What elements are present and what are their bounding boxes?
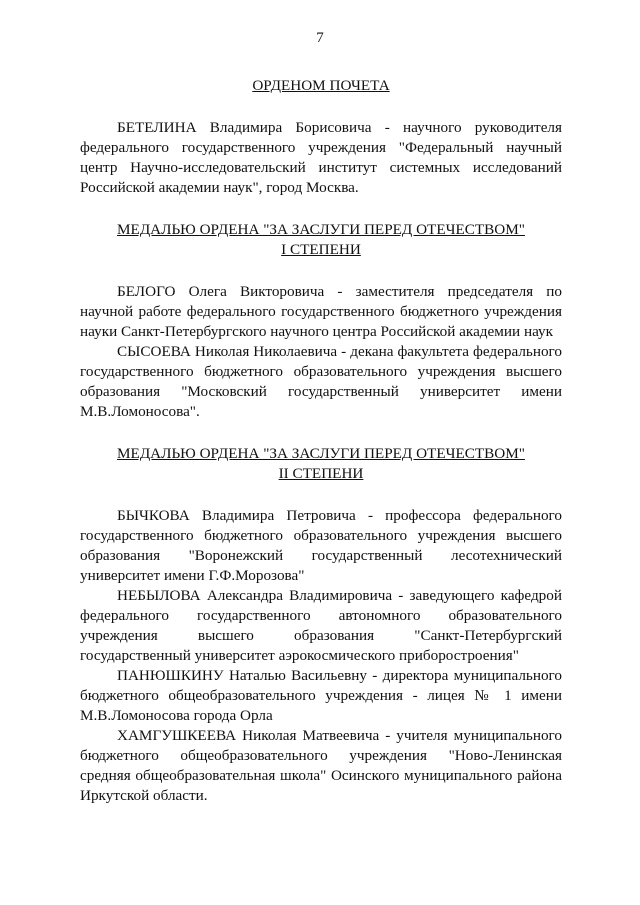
section-heading-degree: II СТЕПЕНИ xyxy=(278,465,364,482)
award-entry: ХАМГУШКЕЕВА Николая Матвеевича - учителя муниципального бюджетного общеобразовательного учреждения "Ново-Ленинская средняя общеобразовательная школа" Осинского муниципального района Иркутской области. xyxy=(80,727,562,804)
award-entry: НЕБЫЛОВА Александра Владимировича - заведующего кафедрой федерального государственного автономного образовательного учреждения высшего образования "Санкт-Петербургский государственный университет аэрокосмического приборостроения" xyxy=(80,587,562,664)
section-heading-line: МЕДАЛЬЮ ОРДЕНА "ЗА ЗАСЛУГИ ПЕРЕД ОТЕЧЕСТВОМ" xyxy=(117,221,525,238)
award-entry: БЕТЕЛИНА Владимира Борисовича - научного руководителя федерального государственного учреждения "Федеральный научный центр Научно-исследовательский институт системных исследований Российской академии наук", город Москва. xyxy=(80,119,562,196)
award-entry: ПАНЮШКИНУ Наталью Васильевну - директора муниципального бюджетного общеобразовательного учреждения - лицея № 1 имени М.В.Ломоносова города Орла xyxy=(80,667,562,724)
document-body xyxy=(80,76,562,806)
award-entry: БЫЧКОВА Владимира Петровича - профессора федерального государственного бюджетного образовательного учреждения высшего образования "Воронежский государственный лесотехнический университет имени Г.Ф.Морозова" xyxy=(80,507,562,584)
section-heading-medal-2nd-degree xyxy=(80,444,562,484)
section-heading-order-of-honour xyxy=(80,76,562,96)
section-heading-line: ОРДЕНОМ ПОЧЕТА xyxy=(252,77,390,94)
award-entry: СЫСОЕВА Николая Николаевича - декана факультета федерального государственного бюджетного образовательного учреждения высшего образования "Московский государственный университет имени М.В.Ломоносова". xyxy=(80,343,562,420)
section-heading-medal-1st-degree xyxy=(80,220,562,260)
section-heading-line: МЕДАЛЬЮ ОРДЕНА "ЗА ЗАСЛУГИ ПЕРЕД ОТЕЧЕСТВОМ" xyxy=(117,445,525,462)
award-entry: БЕЛОГО Олега Викторовича - заместителя председателя по научной работе федерального государственного бюджетного учреждения науки Санкт-Петербургского научного центра Российской академии наук xyxy=(80,283,562,340)
section-heading-degree: I СТЕПЕНИ xyxy=(281,241,361,258)
page-number: 7 xyxy=(316,30,324,46)
